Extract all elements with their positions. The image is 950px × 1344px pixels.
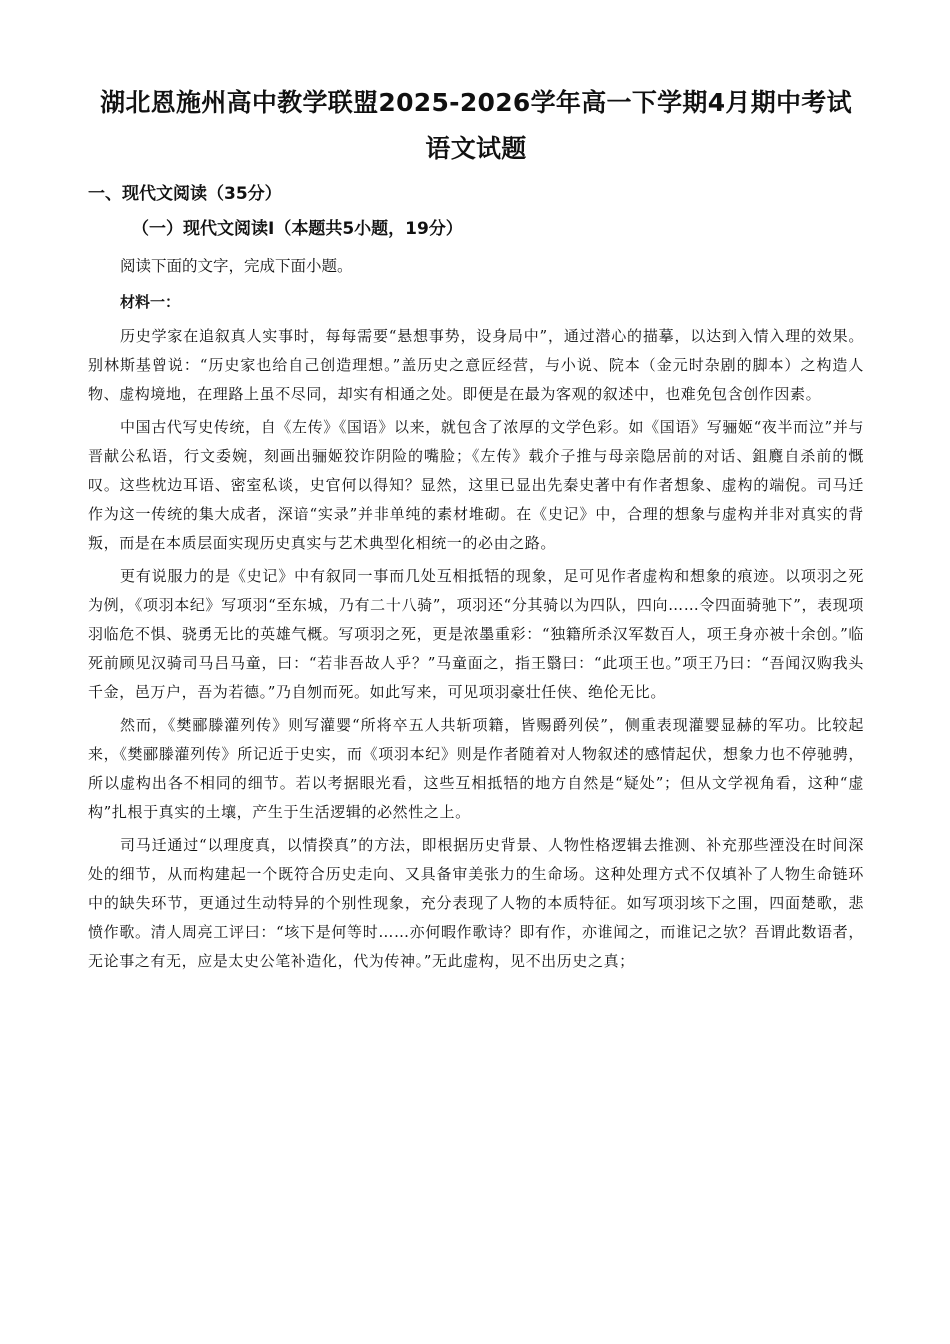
body-paragraph-4: 然而，《樊郦滕灌列传》则写灌婴“所将卒五人共斩项籍，皆赐爵列侯”，侧重表现灌婴显赫的军功。比较起来，《樊郦滕灌列传》所记近于史实，而《项羽本纪》则是作者随着对人物叙述的感情起伏，想象力也不停驰骋，所以虚构出各不相同的细节。若以考据眼光看，这些互相抵牾的地方自然是“疑处”；但从文学视角看，这种“虚构”扎根于真实的土壤，产生于生活逻辑的必然性之上。 [88,716,864,821]
reading-instruction: 阅读下面的文字，完成下面小题。 [120,257,353,275]
body-paragraph-2: 中国古代写史传统，自《左传》《国语》以来，就包含了浓厚的文学色彩。如《国语》写骊姬“夜半而泣”并与晋献公私语，行文委婉，刻画出骊姬狡诈阴险的嘴脸；《左传》载介子推与母亲隐居前的对话、鉏麑自杀前的慨叹。这些枕边耳语、密室私谈，史官何以得知？显然，这里已显出先秦史著中有作者想象、虚构的端倪。司马迁作为这一传统的集大成者，深谙“实录”并非单纯的素材堆砌。在《史记》中，合理的想象与虚构并非对真实的背叛，而是在本质层面实现历史真实与艺术典型化相统一的必由之路。 [88,418,864,552]
material-label: 材料一： [120,293,181,311]
body-paragraph-3: 更有说服力的是《史记》中有叙同一事而几处互相抵牾的现象，足可见作者虚构和想象的痕迹。以项羽之死为例，《项羽本纪》写项羽“至东城，乃有二十八骑”，项羽还“分其骑以为四队，四向……令四面骑驰下”，表现项羽临危不惧、骁勇无比的英雄气概。写项羽之死，更是浓墨重彩：“独籍所杀汉军数百人，项王身亦被十余创。”临死前顾见汉骑司马吕马童，曰：“若非吾故人乎？”马童面之，指王翳曰：“此项王也。”项王乃曰：“吾闻汉购我头千金，邑万户，吾为若德。”乃自刎而死。如此写来，可见项羽豪壮任侠、绝伦无比。 [88,567,864,701]
body-paragraph-1: 历史学家在追叙真人实事时，每每需要“悬想事势，设身局中”，通过潜心的描摹，以达到入情入理的效果。别林斯基曾说：“历史家也给自己创造理想。”盖历史之意匠经营，与小说、院本（金元时杂剧的脚本）之构造人物、虚构境地，在理路上虽不尽同，却实有相通之处。即便是在最为客观的叙述中，也难免包含创作因素。 [88,327,864,403]
exam-title: 湖北恩施州高中教学联盟2025-2026学年高一下学期4月期中考试语文试题 [100,88,852,163]
body-paragraph-5: 司马迁通过“以理度真，以情揆真”的方法，即根据历史背景、人物性格逻辑去推测、补充那些湮没在时间深处的细节，从而构建起一个既符合历史走向、又具备审美张力的生命场。这种处理方式不仅填补了人物生命链环中的缺失环节，更通过生动特异的个别性现象，充分表现了人物的本质特征。如写项羽垓下之围，四面楚歌，悲愤作歌。清人周亮工评曰：“垓下是何等时……亦何暇作歌诗？即有作，亦谁闻之，而谁记之欤？吾谓此数语者，无论事之有无，应是太史公笔补造化，代为传神。”无此虚构，见不出历史之真； [88,836,864,970]
section-heading: 一、现代文阅读（35分） [88,184,282,204]
sub-heading: （一）现代文阅读Ⅰ（本题共5小题，19分） [132,219,463,239]
